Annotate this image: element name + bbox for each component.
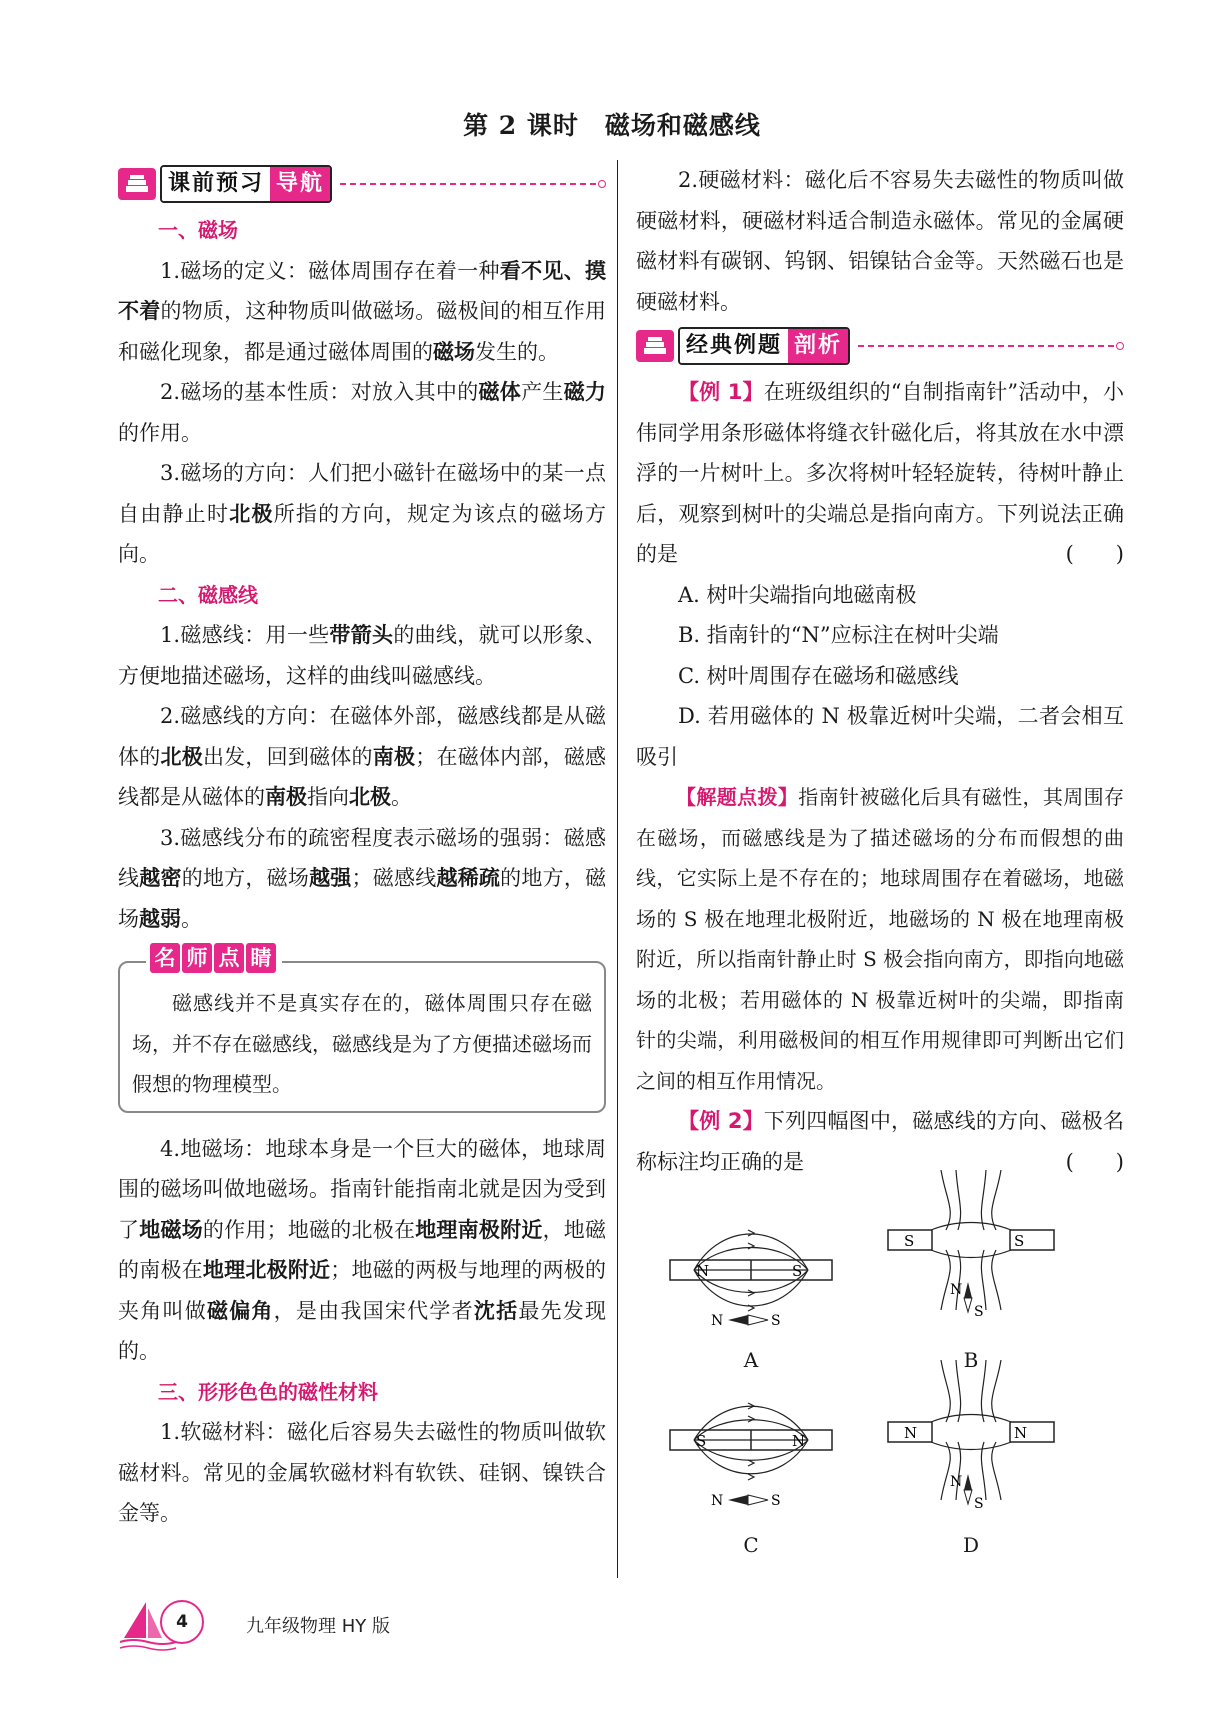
section-banner-preview [118, 164, 606, 204]
figure-a [666, 1200, 836, 1330]
page-number: 4 [160, 1600, 204, 1644]
paragraph: 1.磁感线：用一些带箭头的曲线，就可以形象、方便地描述磁场，这样的曲线叫磁感线。 [118, 622, 607, 688]
figures [636, 1190, 1124, 1570]
option-d: D. 若用磁体的 N 极靠近树叶尖端，二者会相互吸引 [636, 704, 1124, 769]
pole-left: S [696, 1432, 707, 1450]
figure-c [666, 1385, 836, 1515]
option-a: A. 树叶尖端指向地磁南极 [678, 582, 917, 607]
section-heading: 三、形形色色的磁性材料 [158, 1379, 378, 1404]
figure-b [886, 1170, 1056, 1320]
banner-highlight: 剖析 [788, 329, 848, 363]
column-divider [617, 160, 618, 1578]
section-heading: 一、磁场 [158, 218, 238, 242]
teacher-tip-box [118, 945, 606, 1113]
pole-left: S [904, 1232, 915, 1250]
section-banner-examples [636, 326, 1124, 366]
needle-s: S [771, 1493, 781, 1509]
figure-d [886, 1360, 1056, 1520]
banner-title: 经典例题 [680, 327, 788, 365]
needle-n: N [950, 1282, 963, 1298]
option-c: C. 树叶周围存在磁场和磁感线 [678, 663, 959, 688]
needle-n: N [711, 1313, 724, 1329]
pole-right: N [1014, 1424, 1028, 1442]
needle-s: S [974, 1496, 984, 1512]
needle-s: S [771, 1313, 781, 1329]
banner-title: 课前预习 [162, 165, 270, 203]
books-icon [118, 168, 156, 200]
needle-n: N [950, 1474, 963, 1490]
paragraph: 3.磁场的方向：人们把小磁针在磁场中的某一点自由静止时北极所指的方向，规定为该点的磁场方向。 [118, 461, 607, 566]
figure-a-label: A [743, 1348, 759, 1372]
paragraph: 1.软磁材料：磁化后容易失去磁性的物质叫做软磁材料。常见的金属软磁材料有软铁、硅钢、镍铁合金等。 [118, 1420, 606, 1525]
needle-n: N [711, 1493, 724, 1509]
section-heading: 二、磁感线 [158, 582, 258, 607]
figure-c-label: C [743, 1533, 759, 1557]
paragraph: 3.磁感线分布的疏密程度表示磁场的强弱：磁感线越密的地方，磁场越强；磁感线越稀疏的地方，磁场越弱。 [118, 825, 607, 931]
paragraph: 2.硬磁材料：磁化后不容易失去磁性的物质叫做硬磁材料，硬磁材料适合制造永磁体。常见的金属硬磁材料有碳钢、钨钢、铝镍钴合金等。天然磁石也是硬磁材料。 [636, 168, 1124, 314]
pole-left: N [696, 1262, 710, 1280]
pole-right: S [1014, 1232, 1025, 1250]
figure-d-label: D [962, 1533, 980, 1557]
option-b: B. 指南针的“N”应标注在树叶尖端 [678, 623, 999, 647]
teacher-tip-text: 磁感线并不是真实存在的，磁体周围只存在磁场，并不存在磁感线，磁感线是为了方便描述磁场而假想的物理模型。 [132, 991, 592, 1096]
example-1: 【例 1】在班级组织的“自制指南针”活动中，小伟同学用条形磁体将缝衣针磁化后，将其放在水中漂浮的一片树叶上。多次将树叶轻轻旋转，待树叶静止后，观察到树叶的尖端总是指向南方。下列说法正确的是 ( ) [636, 380, 1124, 566]
needle-s: S [974, 1304, 984, 1320]
footer-text: 九年级物理 HY 版 [246, 1616, 390, 1637]
books-icon [636, 330, 674, 362]
paragraph: 2.磁场的基本性质：对放入其中的磁体产生磁力的作用。 [118, 379, 607, 445]
right-column [636, 160, 1124, 1570]
footer [118, 1598, 518, 1658]
left-column [118, 160, 606, 1534]
paragraph: 1.磁场的定义：磁体周围存在着一种看不见、摸不着的物质，这种物质叫做磁场。磁极间的相互作用和磁化现象，都是通过磁体周围的磁场发生的。 [118, 257, 607, 364]
page-title: 第 2 课时 磁场和磁感线 [463, 111, 761, 140]
banner-highlight: 导航 [270, 167, 330, 201]
figure-b-label: B [963, 1348, 979, 1372]
pole-left: N [904, 1424, 918, 1442]
teacher-tip-title: 名 师 点 睛 [146, 943, 282, 973]
pole-right: N [792, 1432, 806, 1450]
analysis: 【解题点拨】指南针被磁化后具有磁性，其周围存在磁场，而磁感线是为了描述磁场的分布而假想的曲线，它实际上是不存在的；地球周围存在着磁场，地磁场的 S 极在地理北极附近，地磁场的 N 极在地理南极附近，所以指南针静止时 S 极会指向南方，即指向地磁场的北极；若用磁体的 N 极靠近树叶的尖端，即指南针的尖端，利用磁极间的相互作用规律即可判断出它们之间的相互作用情况。 [636, 785, 1125, 1093]
paragraph: 4.地磁场：地球本身是一个巨大的磁体，地球周围的磁场叫做地磁场。指南针能指南北就是因为受到了地磁场的作用；地磁的北极在地理南极附近，地磁的南极在地理北极附近；地磁的两极与地理的两极的夹角叫做磁偏角，是由我国宋代学者沈括最先发现的。 [118, 1136, 607, 1363]
paragraph: 2.磁感线的方向：在磁体外部，磁感线都是从磁体的北极出发，回到磁体的南极；在磁体内部，磁感线都是从磁体的南极指向北极。 [118, 704, 607, 809]
pole-right: S [792, 1262, 803, 1280]
example-2: 【例 2】下列四幅图中，磁感线的方向、磁极名称标注均正确的是 ( ) [636, 1109, 1124, 1174]
